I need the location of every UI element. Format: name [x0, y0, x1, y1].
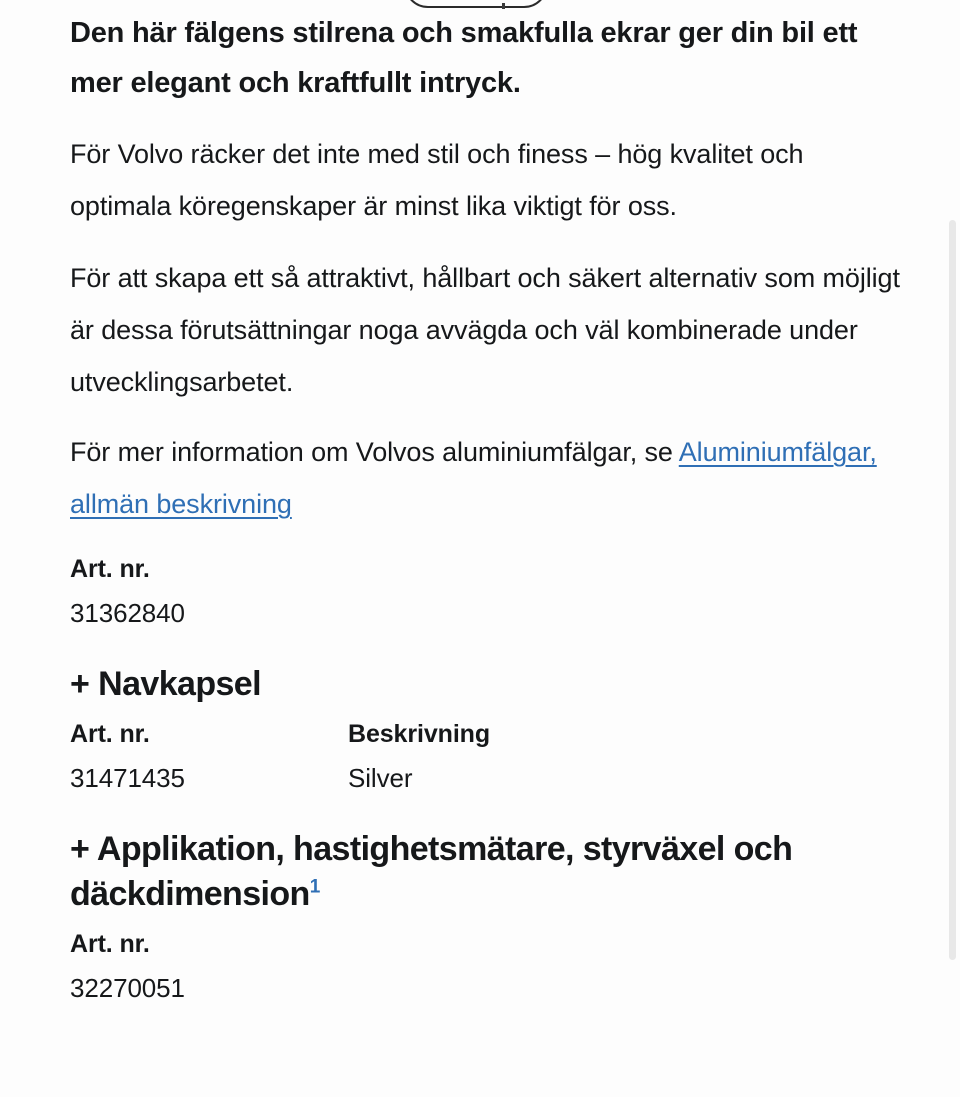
applikation-header-row	[70, 923, 915, 965]
primary-artnr-label: Art. nr.	[70, 555, 150, 583]
applikation-artnr-label: Art. nr.	[70, 930, 150, 958]
primary-spec-block	[70, 530, 915, 636]
expander-plus-icon: +	[70, 665, 90, 703]
applikation-spec-block	[70, 917, 915, 1011]
body-paragraph-1: För Volvo räcker det inte med stil och finess – hög kvalitet och optimala köregenskaper är minst lika viktigt för oss.	[70, 139, 804, 221]
primary-spec-header-row	[70, 548, 915, 590]
page-scrollbar-thumb[interactable]	[949, 220, 956, 960]
section-title-navkapsel: Navkapsel	[98, 665, 261, 703]
section-heading-navkapsel[interactable]	[70, 636, 900, 707]
aluminiumfalgar-link[interactable]: Aluminiumfälgar, allmän beskrivning	[70, 437, 877, 519]
navkapsel-artnr-value: 31471435	[70, 763, 185, 793]
navkapsel-artnr-label: Art. nr.	[70, 720, 150, 748]
link-paragraph-lead: För mer information om Volvos aluminiumfälgar, se	[70, 437, 673, 467]
navkapsel-beskrivning-value: Silver	[348, 763, 413, 793]
navkapsel-spec-block	[70, 707, 915, 801]
navkapsel-beskrivning-label: Beskrivning	[348, 720, 491, 748]
footnote-ref-1[interactable]: 1	[309, 876, 320, 898]
page-scrollbar[interactable]	[944, 0, 960, 1097]
applikation-value-row	[70, 965, 915, 1011]
expander-plus-icon: +	[70, 830, 90, 868]
applikation-artnr-value: 32270051	[70, 973, 185, 1003]
page-lede: Den här fälgens stilrena och smakfulla ekrar ger din bil ett mer elegant och kraftfullt intryck.	[70, 17, 858, 99]
link-paragraph	[70, 408, 900, 530]
primary-spec-value-row	[70, 590, 915, 636]
body-paragraph-2: För att skapa ett så attraktivt, hållbart och säkert alternativ som möjligt är dessa förutsättningar noga avvägda och väl kombinerade under utvecklingsarbetet.	[70, 263, 900, 397]
navkapsel-value-row	[70, 755, 915, 801]
navkapsel-header-row	[70, 713, 915, 755]
section-title-applikation: Applikation, hastighetsmätare, styrväxel och däckdimension	[70, 830, 793, 913]
section-heading-applikation[interactable]	[70, 801, 900, 917]
primary-artnr-value: 31362840	[70, 598, 185, 628]
